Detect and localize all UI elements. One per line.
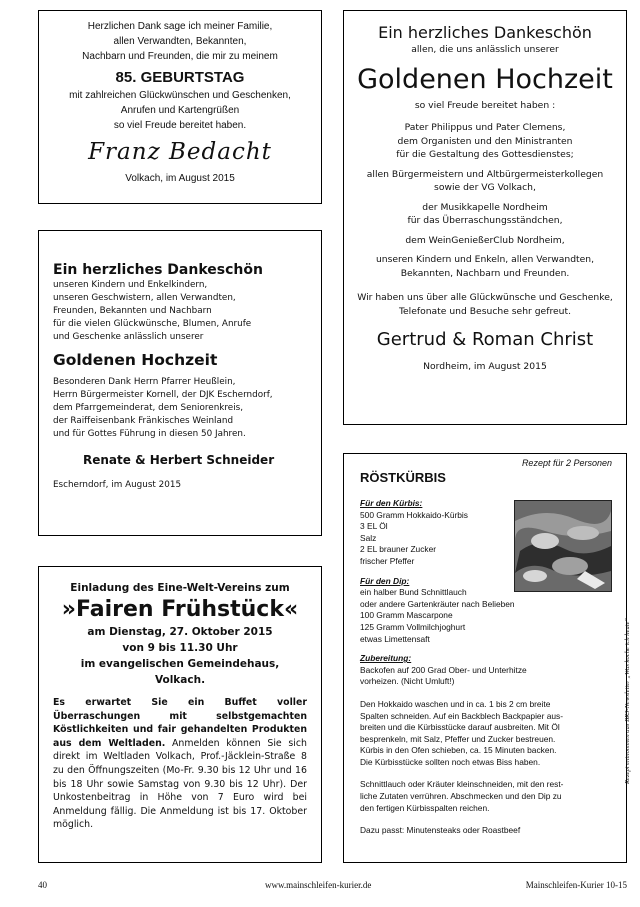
text-line: Herrn Bürgermeister Kornell, der DJK Escherndorf, [53, 390, 273, 400]
event-town: Volkach. [154, 674, 206, 686]
text-line: liche Zutaten verrühren. Abschmecken und den Dip zu [360, 791, 562, 802]
invitation-intro: Einladung des Eine-Welt-Vereins zum [70, 582, 290, 594]
section-heading: Für den Dip: [360, 575, 410, 586]
text-line: der Raiffeisenbank Fränkisches Weinland [53, 416, 234, 426]
joy-line: so viel Freude bereitet haben : [414, 99, 556, 111]
text-line: Anrufen und Kartengrüßen [120, 105, 240, 116]
text-line: und Geschenke anlässlich unserer [53, 332, 204, 342]
text-line: den fertigen Kürbisspalten reichen. [360, 802, 490, 813]
text-line: Herzlichen Dank sage ich meiner Familie, [87, 21, 273, 32]
source-note-text: Rezept entnommen aus BR3-Newsletter „Was koche ich heute“ [624, 617, 631, 784]
body-details: Anmelden können Sie sich direkt im Weltladen Volkach, Prof.-Jäcklein-Straße 8 zu den Öffnungszeiten (Mo-Fr. 9.30 bis 12 Uhr und 16 bis 18 Uhr sowie Samstag von 9.30 bis 12 Uhr). Der Unkostenbeitrag in Höhe von 7 Euro wird bei Anmeldung fällig. Die Anmeldung ist bis 17. Oktober möglich. [53, 737, 307, 831]
serving-suggestion: Dazu passt: Minutensteaks oder Roastbeef [360, 825, 521, 836]
ad-heading: Ein herzliches Dankeschön [378, 23, 592, 42]
intro-line: allen, die uns anlässlich unserer [411, 44, 559, 55]
page-number: 40 [38, 880, 47, 890]
text-line: unseren Geschwistern, allen Verwandten, [53, 293, 236, 303]
text-line: Bekannten, Nachbarn und Freunden. [400, 267, 570, 279]
golden-wedding-thanks-ad-christ [343, 10, 627, 425]
dip-steps [360, 779, 626, 814]
ad-heading: Ein herzliches Dankeschön [53, 262, 263, 278]
text-line: unseren Kindern und Enkelkindern, [53, 280, 208, 290]
occasion-headline: Goldenen Hochzeit [53, 351, 218, 369]
invitation-body [53, 696, 307, 832]
text-line: Kürbis in den Ofen schieben, ca. 15 Minuten backen. [360, 745, 557, 756]
fair-breakfast-invitation [38, 566, 322, 863]
text-line: besprenkeln, mit Salz, Pfeffer und Zucker bestreuen. [360, 733, 556, 744]
couple-names: Gertrud & Roman Christ [376, 329, 594, 350]
body-text [39, 88, 321, 133]
section-heading: Für den Kürbis: [360, 498, 423, 508]
ingredient: 125 Gramm Vollmilchjoghurt [360, 621, 466, 632]
text-line: sowie der VG Volkach, [434, 182, 536, 193]
text-line: Den Hokkaido waschen und in ca. 1 bis 2 cm breite [360, 698, 551, 709]
text-line: Die Kürbisstücke sollten noch etwas Biss haben. [360, 756, 541, 767]
thanks-group [344, 121, 626, 162]
text-line: so viel Freude bereitet haben. [113, 120, 247, 131]
text-line: Besonderen Dank Herrn Pfarrer Heußlein, [53, 377, 236, 387]
ingredient: 100 Gramm Mascarpone [360, 610, 453, 621]
preparation-steps [360, 699, 626, 769]
couple-names: Renate & Herbert Schneider [83, 453, 275, 467]
thanks-group [344, 253, 626, 280]
event-title: »Fairen Frühstück« [61, 597, 299, 622]
preparation [360, 653, 626, 688]
signature: Franz Bedacht [88, 139, 272, 165]
recipe-title: RÖSTKÜRBIS [360, 470, 446, 485]
text-line: breiten und die Kürbisstücke darauf ausbreiten. Mit Öl [360, 722, 560, 733]
text-line: Schnittlauch oder Kräuter kleinschneiden, mit den rest- [360, 779, 564, 790]
thanks-group [344, 291, 626, 318]
golden-wedding-thanks-ad-schneider [38, 230, 322, 536]
text-line: dem Pfarrgemeinderat, dem Seniorenkreis, [53, 403, 244, 413]
website-url[interactable]: www.mainschleifen-kurier.de [265, 880, 372, 890]
ingredient: etwas Limettensaft [360, 633, 430, 644]
event-venue: im evangelischen Gemeindehaus, [80, 658, 280, 670]
servings-caption: Rezept für 2 Personen [521, 458, 612, 468]
recipe-box [343, 453, 631, 863]
source-note [616, 574, 631, 784]
text-line: mit zahlreichen Glückwünschen und Geschenken, [69, 90, 291, 101]
thanks-group [344, 201, 626, 228]
text-line: Wir haben uns über alle Glückwünsche und Geschenke, [357, 292, 613, 303]
text-line: und für Gottes Führung in diesen 50 Jahren. [53, 429, 246, 439]
ingredient: frischer Pfeffer [360, 555, 415, 566]
intro-text [53, 279, 321, 344]
text-line: für die vielen Glückwünsche, Blumen, Anrufe [53, 319, 252, 329]
birthday-headline: 85. GEBURTSTAG [115, 69, 245, 86]
place-date: Nordheim, im August 2015 [423, 361, 547, 372]
text-line: für die Gestaltung des Gottesdienstes; [396, 149, 574, 160]
section-heading: Zubereitung: [360, 653, 412, 664]
text-line: unseren Kindern und Enkeln, allen Verwandten, [375, 254, 595, 265]
ingredient: Salz [360, 532, 377, 543]
pumpkin-photo [514, 500, 612, 592]
birthday-thanks-ad [38, 10, 322, 204]
ingredient: 500 Gramm Hokkaido-Kürbis [360, 509, 468, 520]
ingredient: 3 EL Öl [360, 521, 388, 532]
text-line: Spalten schneiden. Auf ein Backblech Backpapier aus- [360, 710, 563, 721]
occasion-headline: Goldenen Hochzeit [357, 63, 613, 95]
special-thanks-text [53, 376, 321, 441]
text-line: Backofen auf 200 Grad Ober- und Unterhitze [360, 664, 527, 675]
text-line: vorheizen. (Nicht Umluft!) [360, 676, 455, 687]
text-line: dem Organisten und den Ministranten [397, 135, 573, 147]
text-line: allen Bürgermeistern und Altbürgermeisterkollegen [366, 168, 604, 180]
text-line: Telefonate und Besuche sehr gefreut. [398, 305, 572, 317]
ingredient: oder andere Gartenkräuter nach Belieben [360, 598, 515, 609]
ingredient: 2 EL brauner Zucker [360, 544, 437, 555]
thanks-group [344, 234, 626, 248]
text-line: Freunden, Bekannten und Nachbarn [53, 306, 212, 316]
intro-text [39, 19, 321, 64]
issue-label: Mainschleifen-Kurier 10-15 [525, 880, 627, 890]
text-line: Nachbarn und Freunden, die mir zu meinem [82, 51, 278, 62]
place-date: Escherndorf, im August 2015 [53, 480, 182, 490]
text-line: der Musikkapelle Nordheim [422, 201, 548, 213]
text-line: dem WeinGenießerClub Nordheim, [405, 234, 565, 246]
text-line: allen Verwandten, Bekannten, [113, 36, 247, 47]
place-date: Volkach, im August 2015 [125, 173, 235, 184]
text-line: für das Überraschungsständchen, [407, 215, 563, 226]
thanks-group [344, 168, 626, 195]
text-line: Pater Philippus und Pater Clemens, [404, 122, 566, 133]
event-time: von 9 bis 11.30 Uhr [122, 642, 238, 654]
ingredient: ein halber Bund Schnittlauch [360, 587, 467, 598]
event-date: am Dienstag, 27. Oktober 2015 [87, 626, 273, 638]
body-highlight: Es erwartet Sie ein Buffet voller Überraschungen mit selbstgemachten Köstlichkeiten und fair gehandelten Produkten aus dem Weltladen. [53, 697, 307, 749]
